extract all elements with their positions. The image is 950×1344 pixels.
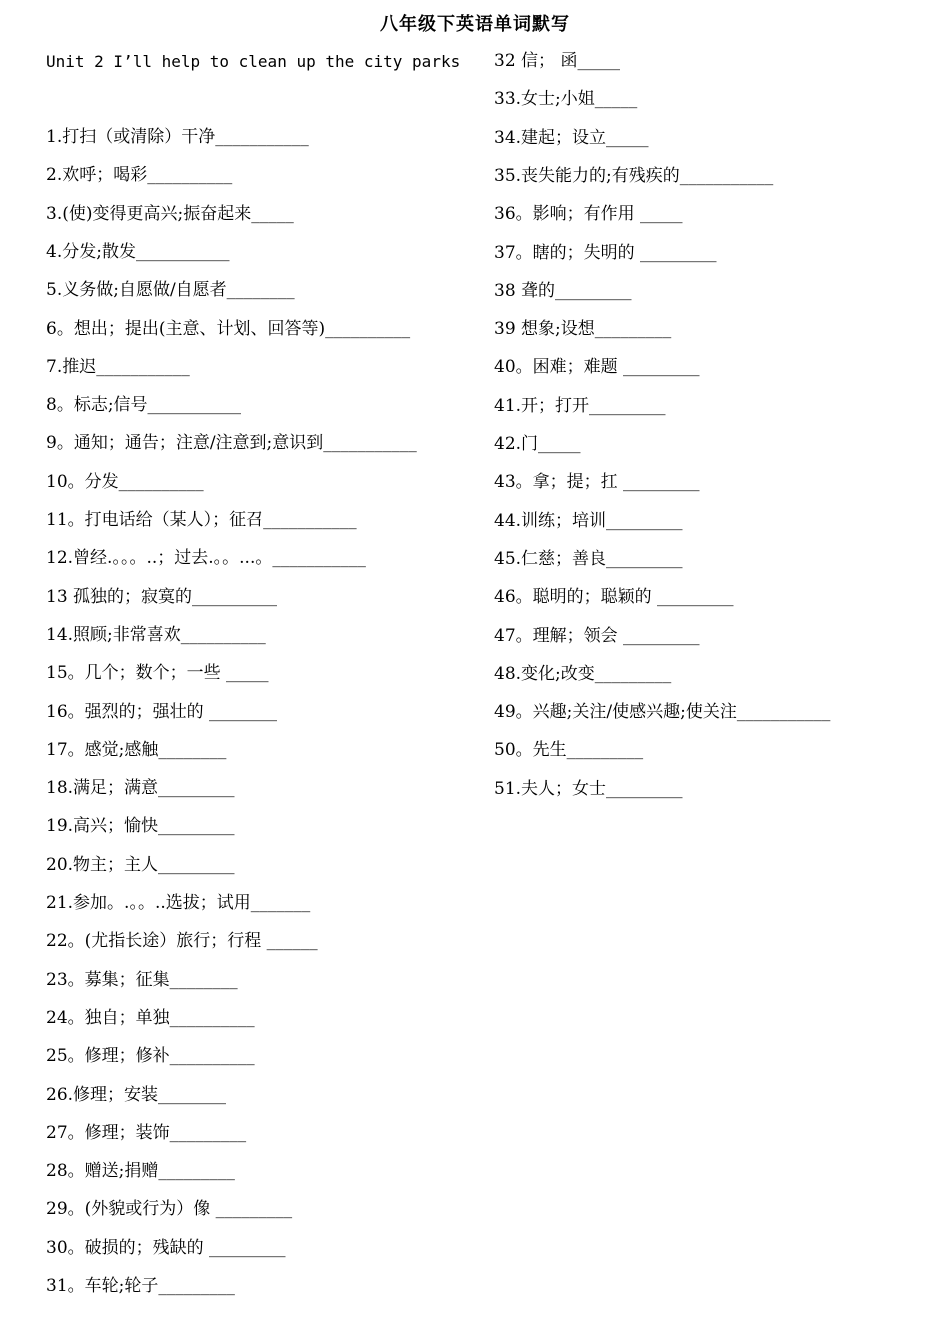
- vocab-item: 9。通知；通告；注意/注意到;意识到___________: [46, 433, 417, 454]
- vocab-item: 12.曾经.。。。..；过去.。。...。___________: [46, 548, 366, 569]
- vocab-item: 8。标志;信号___________: [46, 395, 242, 416]
- vocab-item: 45.仁慈；善良_________: [494, 548, 683, 569]
- vocab-item: 29。(外貌或行为）像 _________: [46, 1199, 293, 1220]
- vocab-item: 23。募集；征集________: [46, 969, 238, 990]
- vocab-item: 30。破损的；残缺的 _________: [46, 1237, 286, 1258]
- vocab-item: 51.夫人；女士_________: [494, 778, 683, 799]
- vocab-item: 27。修理；装饰_________: [46, 1122, 247, 1143]
- vocab-item: 1.打扫（或清除）干净___________: [46, 127, 309, 147]
- vocab-item: 19.高兴；愉快_________: [46, 816, 235, 837]
- vocab-item: 38 聋的_________: [494, 280, 632, 301]
- vocab-item: 26.修理；安装________: [46, 1084, 227, 1105]
- vocab-item: 39 想象;设想_________: [494, 319, 672, 340]
- vocab-item: 18.满足；满意_________: [46, 778, 235, 799]
- vocab-item: 20.物主；主人_________: [46, 854, 235, 875]
- vocab-item: 5.义务做;自愿做/自愿者________: [46, 280, 295, 301]
- vocab-item: 3.(使)变得更高兴;振奋起来_____: [46, 203, 294, 224]
- vocab-item: 32 信； 函_____: [494, 51, 620, 71]
- vocab-item: 25。修理；修补__________: [46, 1046, 255, 1067]
- unit-heading: Unit 2 I’ll help to clean up the city parks: [46, 52, 461, 71]
- vocab-item: 15。几个；数个；一些 _____: [46, 663, 269, 684]
- vocab-item: 40。困难；难题 _________: [494, 357, 700, 378]
- vocab-item: 36。影响；有作用 _____: [494, 204, 683, 225]
- vocab-item: 22。(尤指长途）旅行；行程 ______: [46, 931, 318, 952]
- vocab-item: 17。感觉;感触________: [46, 739, 227, 760]
- vocab-item: 50。先生_________: [494, 740, 644, 761]
- vocab-item: 34.建起；设立_____: [494, 127, 649, 148]
- vocab-item: 2.欢呼；喝彩__________: [46, 165, 233, 186]
- vocab-item: 41.开；打开_________: [494, 395, 666, 416]
- vocab-item: 13 孤独的；寂寞的__________: [46, 586, 278, 607]
- vocab-item: 31。车轮;轮子_________: [46, 1276, 235, 1296]
- vocab-item: 24。独自；单独__________: [46, 1007, 255, 1028]
- vocab-item: 10。分发__________: [46, 471, 204, 492]
- vocab-item: 37。瞎的；失明的 _________: [494, 242, 717, 263]
- vocab-item: 47。理解；领会 _________: [494, 625, 700, 646]
- vocab-item: 42.门_____: [494, 434, 581, 454]
- page-title: 八年级下英语单词默写: [380, 14, 570, 35]
- vocab-item: 33.女士;小姐_____: [494, 89, 638, 110]
- vocab-item: 4.分发;散发___________: [46, 241, 230, 262]
- vocab-item: 49。兴趣;关注/使感兴趣;使关注___________: [494, 702, 831, 723]
- vocab-item: 16。强烈的；强壮的 ________: [46, 701, 278, 722]
- vocab-item: 11。打电话给（某人）；征召___________: [46, 510, 357, 530]
- vocab-item: 7.推迟___________: [46, 356, 190, 377]
- vocab-item: 48.变化;改变_________: [494, 663, 672, 684]
- vocab-item: 28。赠送;捐赠_________: [46, 1161, 235, 1182]
- vocab-item: 44.训练；培训_________: [494, 510, 683, 531]
- vocab-item: 21.参加。.。。..选拔；试用_______: [46, 893, 311, 913]
- vocab-item: 35.丧失能力的;有残疾的___________: [494, 165, 774, 186]
- vocab-item: 14.照顾;非常喜欢__________: [46, 624, 266, 645]
- vocab-item: 6。想出；提出(主意、计划、回答等)__________: [46, 318, 411, 339]
- vocab-item: 46。聪明的；聪颖的 _________: [494, 587, 734, 608]
- vocab-item: 43。拿；提；扛 _________: [494, 472, 700, 493]
